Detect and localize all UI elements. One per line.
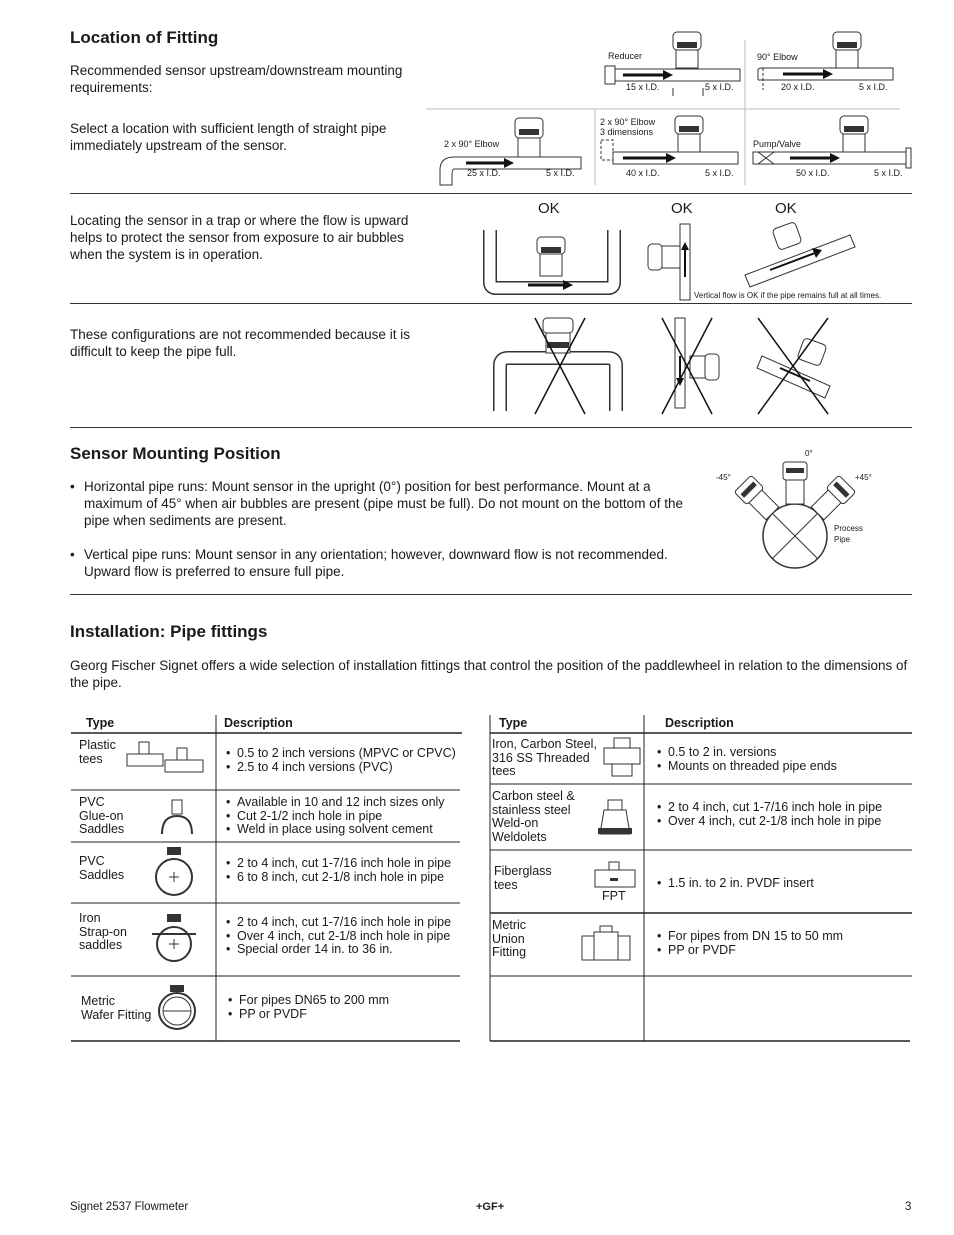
table-row-desc: • 2 to 4 inch, cut 1-7/16 inch hole in pipe • 6 to 8 inch, cut 2-1/8 inch hole in pipe	[226, 857, 451, 884]
threaded-tee-icon	[602, 736, 642, 780]
label-pump-valve: Pump/Valve	[753, 139, 801, 149]
angle-minus-45-label: -45°	[716, 473, 731, 482]
left-col-desc-header: Description	[224, 716, 293, 730]
table-row-desc: • 0.5 to 2 inch versions (MPVC or CPVC) • 2.5 to 4 inch versions (PVC)	[226, 747, 456, 774]
ok-label-2: OK	[671, 200, 693, 217]
label-3d-elbow-1: 2 x 90° Elbow	[600, 117, 656, 127]
reducer-upstream-label: 15 x I.D.	[626, 82, 660, 92]
wafer-fitting-icon	[154, 983, 200, 1033]
union-fitting-icon	[580, 924, 632, 964]
location-para-2: Select a location with sufficient length of straight pipe immediately upstream of the sensor.	[70, 121, 387, 153]
table-row-desc: • 2 to 4 inch, cut 1-7/16 inch hole in pipe • Over 4 inch, cut 2-1/8 inch hole in pipe • Special order 14 in. to 36 in.	[226, 916, 451, 957]
reducer-downstream-label: 5 x I.D.	[705, 82, 734, 92]
fpt-label: FPT	[602, 889, 626, 903]
label-3d-elbow-2: 3 dimensions	[600, 127, 654, 137]
fiberglass-tee-icon	[593, 860, 637, 890]
elbow-2x90-downstream-label: 5 x I.D.	[546, 168, 575, 178]
pvc-saddle-icon	[150, 845, 200, 895]
table-row-type: PVC Glue-on Saddles	[79, 795, 125, 836]
label-reducer: Reducer	[608, 51, 643, 61]
pump-upstream-label: 50 x I.D.	[796, 168, 830, 178]
install-para: Georg Fischer Signet offers a wide selection of installation fittings that control the position of the paddlewheel in relation to the dimensions of the pipe.	[70, 658, 908, 690]
ok-label-1: OK	[538, 200, 560, 217]
section-title-location: Location of Fitting	[70, 28, 219, 47]
page-number: 3	[905, 1201, 912, 1213]
process-pipe-label-2: Pipe	[834, 535, 851, 544]
table-row-desc: • 1.5 in. to 2 in. PVDF insert	[657, 877, 814, 891]
not-recommended-text: These configurations are not recommended because it is difficult to keep the pipe full.	[70, 327, 410, 359]
table-row-desc: • 0.5 to 2 in. versions • Mounts on threaded pipe ends	[657, 746, 837, 773]
elbow-90-upstream-label: 20 x I.D.	[781, 82, 815, 92]
table-row-type: Iron Strap-on saddles	[79, 911, 127, 952]
glue-on-saddle-icon	[158, 798, 198, 838]
table-row-type: Fiberglass tees	[494, 864, 552, 892]
gf-logo: +GF+	[476, 1201, 505, 1213]
table-row-desc: • For pipes from DN 15 to 50 mm • PP or PVDF	[657, 930, 843, 957]
right-col-type-header: Type	[499, 716, 528, 730]
table-row-desc: • Available in 10 and 12 inch sizes only • Cut 2-1/2 inch hole in pipe • Weld in place using solvent cement	[226, 796, 445, 837]
left-col-type-header: Type	[86, 716, 115, 730]
table-row-type: PVC Saddles	[79, 854, 125, 882]
footer-product-name: Signet 2537 Flowmeter	[70, 1201, 189, 1213]
angle-plus-45-label: +45°	[855, 473, 872, 482]
weldolet-icon	[596, 798, 636, 838]
table-row-type: Carbon steel & stainless steel Weld-on Weldolets	[492, 789, 575, 844]
ok-label-3: OK	[775, 200, 797, 217]
table-row-type: Metric Union Fitting	[492, 918, 527, 959]
section-title-mounting: Sensor Mounting Position	[70, 444, 281, 463]
mounting-bullet-vertical: • Vertical pipe runs: Mount sensor in any orientation; however, downward flow is not recommended. Upward flow is preferred to ensure full pipe.	[70, 546, 710, 580]
iron-strap-saddle-icon	[150, 912, 200, 962]
plastic-tee-icon	[125, 740, 205, 780]
pump-downstream-label: 5 x I.D.	[874, 168, 903, 178]
table-row-type: Metric Wafer Fitting	[81, 994, 152, 1022]
elbow-3d-upstream-label: 40 x I.D.	[626, 168, 660, 178]
label-90-elbow: 90° Elbow	[757, 52, 798, 62]
table-row-desc: • 2 to 4 inch, cut 1-7/16 inch hole in pipe • Over 4 inch, cut 2-1/8 inch hole in pipe	[657, 801, 882, 828]
elbow-3d-downstream-label: 5 x I.D.	[705, 168, 734, 178]
table-row-type: Plastic tees	[79, 738, 116, 766]
elbow-90-downstream-label: 5 x I.D.	[859, 82, 888, 92]
label-2x90-elbow: 2 x 90° Elbow	[444, 139, 500, 149]
elbow-2x90-upstream-label: 25 x I.D.	[467, 168, 501, 178]
vertical-flow-note: Vertical flow is OK if the pipe remains full at all times.	[694, 291, 882, 300]
mounting-bullet-horizontal: • Horizontal pipe runs: Mount sensor in the upright (0°) position for best performance. Mount at a maximum of 45° when air bubbles are present (pipe must be full). Do not mount on the bottom of the pipe when sediments are present.	[70, 478, 710, 529]
right-col-desc-header: Description	[665, 716, 734, 730]
location-para-1: Recommended sensor upstream/downstream mounting requirements:	[70, 63, 403, 95]
table-row-type: Iron, Carbon Steel, 316 SS Threaded tees	[492, 737, 597, 778]
process-pipe-label-1: Process	[834, 524, 863, 533]
angle-0-label: 0°	[805, 449, 813, 458]
section-title-install: Installation: Pipe fittings	[70, 622, 268, 641]
trap-text: Locating the sensor in a trap or where the flow is upward helps to protect the sensor from exposure to air bubbles when the system is in operation.	[70, 213, 409, 262]
table-row-desc: • For pipes DN65 to 200 mm • PP or PVDF	[228, 994, 389, 1021]
